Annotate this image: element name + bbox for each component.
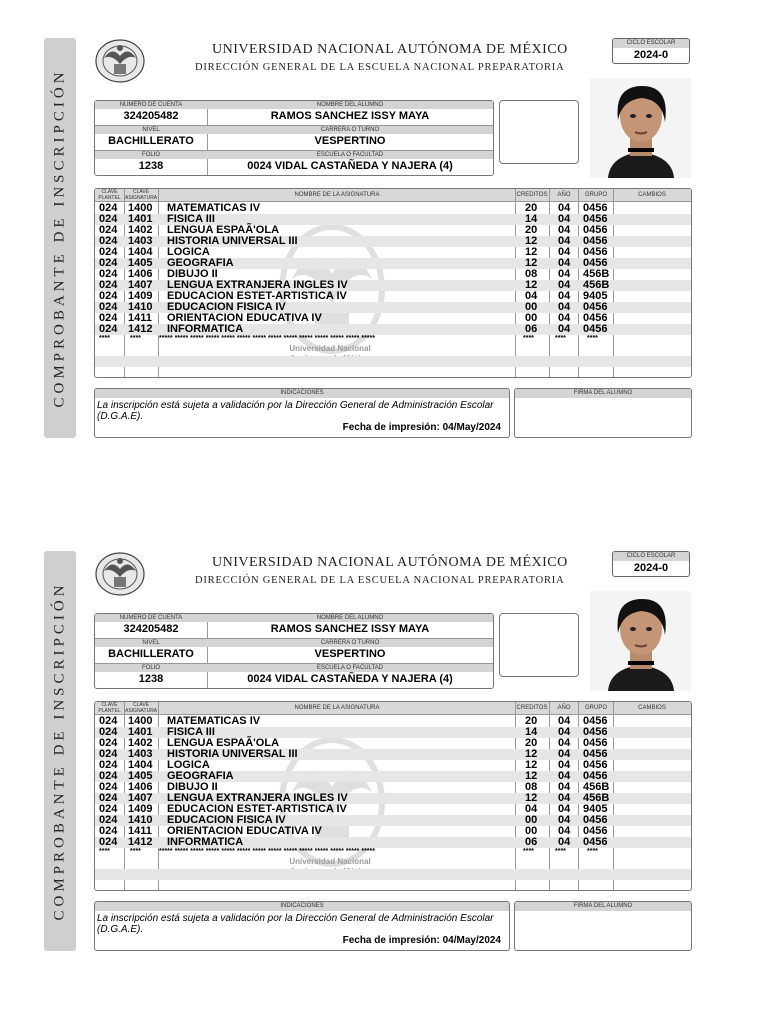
course-plantel: 024 — [99, 737, 118, 749]
course-year: 04 — [558, 301, 571, 313]
course-clave: 1407 — [128, 279, 153, 291]
course-credits: 00 — [525, 814, 538, 826]
course-group: 456B — [583, 279, 610, 291]
col-name-header: NOMBRE DE LA ASIGNATURA — [294, 705, 380, 711]
course-credits: 12 — [525, 759, 538, 771]
course-plantel: 024 — [99, 235, 118, 247]
student-info-box — [94, 613, 494, 689]
folio-label: FOLIO — [95, 151, 207, 159]
col-group-header: GRUPO — [584, 192, 607, 198]
course-year: 04 — [558, 213, 571, 225]
course-year: 04 — [558, 737, 571, 749]
signature-box — [514, 388, 692, 438]
course-group: 9405 — [583, 290, 608, 302]
indications-box — [94, 901, 510, 951]
course-credits: 12 — [525, 770, 538, 782]
course-clave: 1401 — [128, 213, 153, 225]
folio-value: 1238 — [138, 160, 164, 172]
unam-seal-icon — [94, 551, 146, 597]
course-group: 456B — [583, 792, 610, 804]
watermark-line-1: Universidad Nacional — [289, 857, 371, 866]
course-name: EDUCACION ESTET-ARTISTICA IV — [167, 290, 347, 302]
course-row — [95, 837, 691, 848]
course-group: 9405 — [583, 803, 608, 815]
course-clave: 1406 — [128, 781, 153, 793]
unam-seal-icon — [94, 38, 146, 84]
course-plantel: 024 — [99, 246, 118, 258]
student-info-box — [94, 100, 494, 176]
course-clave: 1403 — [128, 748, 153, 760]
student-name-label: NOMBRE DEL ALUMNO — [207, 101, 493, 109]
course-group: 0456 — [583, 759, 608, 771]
course-credits: 12 — [525, 257, 538, 269]
print-date: Fecha de impresión: 04/May/2024 — [342, 422, 501, 433]
course-credits: 04 — [525, 803, 538, 815]
stars-group: **** — [587, 335, 598, 342]
course-plantel: 024 — [99, 202, 118, 214]
course-group: 0456 — [583, 312, 608, 324]
course-year: 04 — [558, 748, 571, 760]
university-title: UNIVERSIDAD NACIONAL AUTÓNOMA DE MÉXICO — [212, 555, 568, 570]
stars-name: ***** ***** ***** ***** ***** ***** ***** ***** ***** ***** ***** ***** ***** ***** — [159, 335, 375, 342]
sidebar-title: COMPROBANTE DE INSCRIPCIÓN — [51, 581, 68, 921]
info-row-level — [95, 126, 493, 151]
course-clave: 1405 — [128, 770, 153, 782]
course-name: LENGUA EXTRANJERA INGLES IV — [167, 279, 348, 291]
account-label: NUMERO DE CUENTA — [95, 101, 207, 109]
course-year: 04 — [558, 759, 571, 771]
direction-title: DIRECCIÓN GENERAL DE LA ESCUELA NACIONAL PREPARATORIA — [195, 62, 565, 73]
account-label: NUMERO DE CUENTA — [95, 614, 207, 622]
course-group: 0456 — [583, 748, 608, 760]
course-plantel: 024 — [99, 323, 118, 335]
indications-label: INDICACIONES — [95, 389, 509, 398]
print-date: Fecha de impresión: 04/May/2024 — [342, 935, 501, 946]
course-name: EDUCACION ESTET-ARTISTICA IV — [167, 803, 347, 815]
course-clave: 1407 — [128, 792, 153, 804]
course-year: 04 — [558, 726, 571, 738]
course-clave: 1409 — [128, 803, 153, 815]
shift-label: CARRERA O TURNO — [207, 126, 493, 134]
course-year: 04 — [558, 836, 571, 848]
course-clave: 1400 — [128, 202, 153, 214]
course-name: EDUCACION FISICA IV — [167, 814, 286, 826]
watermark-line-1: Universidad Nacional — [289, 344, 371, 353]
courses-table — [94, 188, 692, 378]
folio-label: FOLIO — [95, 664, 207, 672]
course-credits: 20 — [525, 737, 538, 749]
level-label: NIVEL — [95, 639, 207, 647]
course-plantel: 024 — [99, 836, 118, 848]
col-group-header: GRUPO — [584, 705, 607, 711]
col-year-header: AÑO — [557, 192, 571, 198]
course-clave: 1410 — [128, 814, 153, 826]
stars-credits: **** — [523, 335, 534, 342]
course-credits: 08 — [525, 781, 538, 793]
school-cycle-box — [612, 551, 690, 577]
course-group: 0456 — [583, 825, 608, 837]
course-clave: 1412 — [128, 836, 153, 848]
info-row-level — [95, 639, 493, 664]
signature-label: FIRMA DEL ALUMNO — [515, 902, 691, 911]
course-name: DIBUJO II — [167, 781, 218, 793]
course-credits: 14 — [525, 726, 538, 738]
courses-table-header — [95, 189, 691, 202]
school-value: 0024 VIDAL CASTAÑEDA Y NAJERA (4) — [247, 160, 453, 172]
course-clave: 1406 — [128, 268, 153, 280]
course-plantel: 024 — [99, 301, 118, 313]
level-value: BACHILLERATO — [108, 135, 194, 147]
student-name-label: NOMBRE DEL ALUMNO — [207, 614, 493, 622]
course-group: 0456 — [583, 235, 608, 247]
course-plantel: 024 — [99, 814, 118, 826]
shift-value: VESPERTINO — [314, 648, 386, 660]
course-plantel: 024 — [99, 759, 118, 771]
indications-text: La inscripción está sujeta a validación por la Dirección General de Administración Escolar (D.G.A.E). — [97, 400, 494, 422]
course-year: 04 — [558, 224, 571, 236]
course-year: 04 — [558, 825, 571, 837]
sidebar-title: COMPROBANTE DE INSCRIPCIÓN — [51, 68, 68, 408]
course-group: 0456 — [583, 224, 608, 236]
course-group: 0456 — [583, 715, 608, 727]
course-plantel: 024 — [99, 279, 118, 291]
course-name: HISTORIA UNIVERSAL III — [167, 235, 298, 247]
stars-name: ***** ***** ***** ***** ***** ***** ***** ***** ***** ***** ***** ***** ***** ***** — [159, 848, 375, 855]
course-name: GEOGRAFIA — [167, 770, 234, 782]
level-label: NIVEL — [95, 126, 207, 134]
course-plantel: 024 — [99, 770, 118, 782]
course-credits: 12 — [525, 246, 538, 258]
stars-credits: **** — [523, 848, 534, 855]
course-plantel: 024 — [99, 312, 118, 324]
school-label: ESCUELA O FACULTAD — [207, 151, 493, 159]
course-name: INFORMATICA — [167, 836, 244, 848]
course-group: 456B — [583, 268, 610, 280]
course-year: 04 — [558, 257, 571, 269]
level-value: BACHILLERATO — [108, 648, 194, 660]
course-name: DIBUJO II — [167, 268, 218, 280]
stars-group: **** — [587, 848, 598, 855]
indications-label: INDICACIONES — [95, 902, 509, 911]
col-name-header: NOMBRE DE LA ASIGNATURA — [294, 192, 380, 198]
course-clave: 1401 — [128, 726, 153, 738]
course-name: ORIENTACION EDUCATIVA IV — [167, 312, 322, 324]
course-row — [95, 324, 691, 335]
course-credits: 12 — [525, 748, 538, 760]
course-clave: 1400 — [128, 715, 153, 727]
course-year: 04 — [558, 202, 571, 214]
course-year: 04 — [558, 235, 571, 247]
ciclo-value: 2024-0 — [633, 562, 669, 574]
course-group: 0456 — [583, 246, 608, 258]
course-credits: 04 — [525, 290, 538, 302]
course-credits: 00 — [525, 301, 538, 313]
course-credits: 12 — [525, 792, 538, 804]
course-name: LENGUA EXTRANJERA INGLES IV — [167, 792, 348, 804]
course-year: 04 — [558, 781, 571, 793]
col-year-header: AÑO — [557, 705, 571, 711]
courses-table-header — [95, 702, 691, 715]
course-name: LENGUA ESPAÃ'OLA — [167, 737, 280, 749]
school-value: 0024 VIDAL CASTAÑEDA Y NAJERA (4) — [247, 673, 453, 685]
course-group: 0456 — [583, 814, 608, 826]
school-label: ESCUELA O FACULTAD — [207, 664, 493, 672]
course-name: MATEMATICAS IV — [167, 202, 261, 214]
course-credits: 14 — [525, 213, 538, 225]
account-number: 324205482 — [123, 623, 179, 635]
course-year: 04 — [558, 246, 571, 258]
col-credits-header: CREDITOS — [516, 705, 548, 711]
course-credits: 12 — [525, 279, 538, 291]
course-clave: 1404 — [128, 759, 153, 771]
ciclo-value: 2024-0 — [633, 49, 669, 61]
course-clave: 1409 — [128, 290, 153, 302]
account-number: 324205482 — [123, 110, 179, 122]
course-group: 456B — [583, 781, 610, 793]
signature-label: FIRMA DEL ALUMNO — [515, 389, 691, 398]
col-changes-header: CAMBIOS — [638, 192, 666, 198]
course-clave: 1411 — [128, 825, 152, 837]
stars-plantel: **** — [99, 848, 110, 855]
course-plantel: 024 — [99, 257, 118, 269]
course-plantel: 024 — [99, 781, 118, 793]
stars-clave: **** — [130, 335, 141, 342]
course-plantel: 024 — [99, 290, 118, 302]
course-plantel: 024 — [99, 224, 118, 236]
ciclo-label: CICLO ESCOLAR — [613, 39, 689, 48]
course-name: LENGUA ESPAÃ'OLA — [167, 224, 280, 236]
course-group: 0456 — [583, 301, 608, 313]
course-plantel: 024 — [99, 825, 118, 837]
course-group: 0456 — [583, 202, 608, 214]
course-year: 04 — [558, 770, 571, 782]
course-credits: 08 — [525, 268, 538, 280]
course-plantel: 024 — [99, 268, 118, 280]
course-plantel: 024 — [99, 715, 118, 727]
course-credits: 20 — [525, 202, 538, 214]
signature-box — [514, 901, 692, 951]
info-row-account — [95, 101, 493, 126]
course-group: 0456 — [583, 836, 608, 848]
course-credits: 00 — [525, 312, 538, 324]
course-group: 0456 — [583, 257, 608, 269]
course-plantel: 024 — [99, 792, 118, 804]
course-name: LOGICA — [167, 246, 210, 258]
student-name: RAMOS SANCHEZ ISSY MAYA — [270, 623, 430, 635]
col-clave-header: CLAVE ASIGNATURA — [125, 189, 158, 201]
course-name: FISICA III — [167, 726, 215, 738]
course-name: GEOGRAFIA — [167, 257, 234, 269]
course-clave: 1402 — [128, 737, 153, 749]
course-year: 04 — [558, 814, 571, 826]
enrollment-slip-2 — [0, 551, 768, 971]
col-credits-header: CREDITOS — [516, 192, 548, 198]
course-name: FISICA III — [167, 213, 215, 225]
sidebar-banner — [44, 38, 76, 438]
course-clave: 1412 — [128, 323, 153, 335]
folio-value: 1238 — [138, 673, 164, 685]
course-plantel: 024 — [99, 748, 118, 760]
info-row-folio — [95, 151, 493, 175]
shift-label: CARRERA O TURNO — [207, 639, 493, 647]
student-photo — [590, 78, 691, 178]
school-cycle-box — [612, 38, 690, 64]
info-row-folio — [95, 664, 493, 688]
course-year: 04 — [558, 312, 571, 324]
course-name: ORIENTACION EDUCATIVA IV — [167, 825, 322, 837]
course-year: 04 — [558, 715, 571, 727]
course-clave: 1411 — [128, 312, 152, 324]
course-name: INFORMATICA — [167, 323, 244, 335]
sidebar-banner — [44, 551, 76, 951]
course-group: 0456 — [583, 213, 608, 225]
course-credits: 06 — [525, 836, 538, 848]
stamp-box — [499, 613, 579, 677]
course-year: 04 — [558, 290, 571, 302]
course-plantel: 024 — [99, 803, 118, 815]
course-clave: 1404 — [128, 246, 153, 258]
course-year: 04 — [558, 268, 571, 280]
course-credits: 20 — [525, 224, 538, 236]
course-clave: 1405 — [128, 257, 153, 269]
courses-table — [94, 701, 692, 891]
university-title: UNIVERSIDAD NACIONAL AUTÓNOMA DE MÉXICO — [212, 42, 568, 57]
course-name: MATEMATICAS IV — [167, 715, 261, 727]
col-plantel-header: CLAVE PLANTEL — [98, 702, 121, 714]
course-credits: 20 — [525, 715, 538, 727]
stamp-box — [499, 100, 579, 164]
course-plantel: 024 — [99, 213, 118, 225]
student-photo — [590, 591, 691, 691]
enrollment-slip-1 — [0, 38, 768, 458]
course-clave: 1402 — [128, 224, 153, 236]
course-name: EDUCACION FISICA IV — [167, 301, 286, 313]
course-credits: 06 — [525, 323, 538, 335]
stars-row — [95, 848, 691, 856]
col-changes-header: CAMBIOS — [638, 705, 666, 711]
course-clave: 1403 — [128, 235, 153, 247]
course-group: 0456 — [583, 323, 608, 335]
course-year: 04 — [558, 792, 571, 804]
course-credits: 00 — [525, 825, 538, 837]
student-name: RAMOS SANCHEZ ISSY MAYA — [270, 110, 430, 122]
stars-row — [95, 335, 691, 343]
course-year: 04 — [558, 279, 571, 291]
col-clave-header: CLAVE ASIGNATURA — [125, 702, 158, 714]
col-plantel-header: CLAVE PLANTEL — [98, 189, 121, 201]
course-name: LOGICA — [167, 759, 210, 771]
course-group: 0456 — [583, 770, 608, 782]
course-clave: 1410 — [128, 301, 153, 313]
info-row-account — [95, 614, 493, 639]
shift-value: VESPERTINO — [314, 135, 386, 147]
course-group: 0456 — [583, 737, 608, 749]
course-name: HISTORIA UNIVERSAL III — [167, 748, 298, 760]
stars-plantel: **** — [99, 335, 110, 342]
indications-box — [94, 388, 510, 438]
course-credits: 12 — [525, 235, 538, 247]
ciclo-label: CICLO ESCOLAR — [613, 552, 689, 561]
course-plantel: 024 — [99, 726, 118, 738]
direction-title: DIRECCIÓN GENERAL DE LA ESCUELA NACIONAL PREPARATORIA — [195, 575, 565, 586]
course-year: 04 — [558, 323, 571, 335]
stars-clave: **** — [130, 848, 141, 855]
course-year: 04 — [558, 803, 571, 815]
stars-year: **** — [555, 848, 566, 855]
indications-text: La inscripción está sujeta a validación por la Dirección General de Administración Escolar (D.G.A.E). — [97, 913, 494, 935]
stars-year: **** — [555, 335, 566, 342]
course-group: 0456 — [583, 726, 608, 738]
